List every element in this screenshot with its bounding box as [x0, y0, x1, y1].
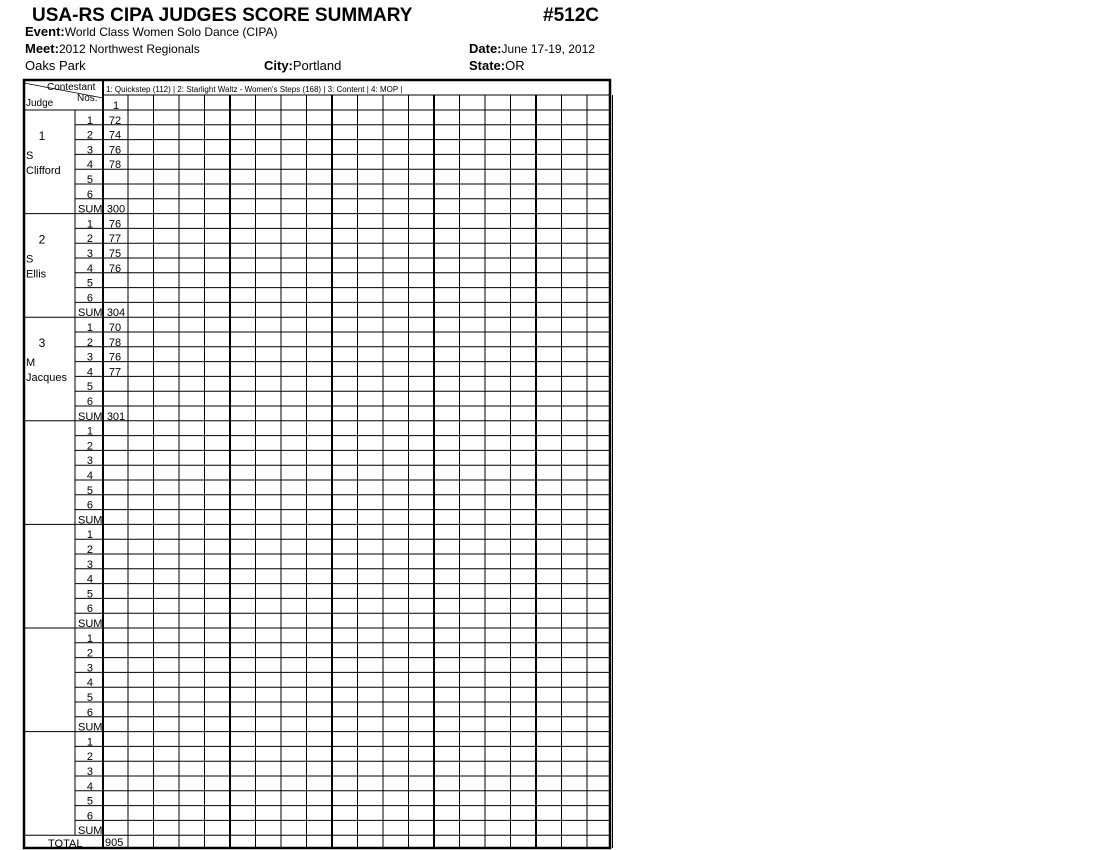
row-label: 1 [86, 736, 93, 749]
judge-number: 3 [38, 336, 46, 351]
judge-number: 1 [38, 129, 46, 143]
sum-label: SUM [78, 825, 103, 838]
score-value: 77 [108, 233, 122, 246]
events-caption: 1: Quickstep (112) | 2: Starlight Waltz - Women's Steps (168) | 3: Content | 4: MOP | [106, 85, 403, 94]
meet-value: 2012 Northwest Regionals [58, 42, 200, 56]
score-value: 72 [108, 114, 122, 127]
row-label: 2 [86, 751, 93, 764]
score-value: 77 [108, 366, 122, 379]
row-label: 2 [86, 544, 93, 556]
row-label: 5 [86, 484, 93, 497]
score-value: 78 [108, 159, 122, 172]
row-label: 3 [86, 248, 93, 260]
row-label: 3 [86, 351, 93, 364]
row-label: 5 [86, 692, 93, 704]
sum-label: SUM [78, 721, 103, 734]
row-label: 2 [86, 336, 93, 349]
row-label: 6 [86, 499, 93, 512]
row-label: 1 [86, 322, 93, 334]
city-label: City: [264, 58, 293, 73]
table-frame [24, 80, 610, 848]
sum-label: SUM [78, 203, 103, 216]
state-value: OR [505, 58, 525, 73]
date-value: June 17-19, 2012 [501, 42, 595, 56]
row-label: 4 [86, 159, 93, 172]
row-label: 1 [86, 218, 93, 231]
form-title: USA-RS CIPA JUDGES SCORE SUMMARY [32, 5, 413, 26]
judge-initial: S [26, 150, 34, 162]
row-label: 5 [86, 174, 93, 186]
meet-label: Meet: [25, 41, 59, 56]
date-label: Date: [469, 41, 502, 56]
row-label: 3 [86, 662, 93, 675]
row-label: 2 [86, 233, 93, 246]
row-label: 1 [86, 425, 93, 438]
score-value: 76 [108, 351, 122, 364]
corner-judge-label: Judge [26, 98, 54, 109]
row-label: 2 [86, 440, 93, 453]
row-label: 2 [86, 647, 93, 660]
score-value: 76 [108, 218, 122, 231]
sum-value: 301 [106, 410, 126, 423]
row-label: 6 [86, 188, 93, 201]
total-value: 905 [105, 837, 124, 849]
sum-label: SUM [78, 514, 103, 527]
corner-contestant-label: Contestant [47, 82, 96, 93]
sum-label: SUM [78, 410, 103, 423]
row-label: 6 [86, 603, 93, 616]
row-label: 6 [86, 706, 93, 719]
event-label: Event: [25, 24, 65, 39]
score-value: 78 [108, 336, 122, 349]
judge-last-name: Jacques [26, 372, 67, 385]
row-label: 1 [86, 114, 93, 127]
judge-initial: M [26, 357, 36, 370]
row-label: 3 [86, 766, 93, 778]
state-label: State: [469, 58, 506, 73]
sum-value: 300 [106, 203, 126, 216]
judge-initial: S [26, 253, 34, 266]
row-label: 6 [86, 292, 93, 305]
row-label: 5 [86, 795, 93, 808]
score-value: 70 [108, 322, 122, 334]
sum-label: SUM [78, 307, 103, 320]
row-label: 4 [86, 780, 93, 793]
row-label: 6 [86, 396, 93, 408]
row-label: 1 [86, 529, 93, 542]
sum-label: SUM [78, 618, 103, 630]
row-label: 2 [86, 129, 93, 142]
row-label: 6 [86, 810, 93, 823]
score-value: 75 [108, 248, 122, 260]
row-label: 3 [86, 455, 93, 468]
row-label: 5 [86, 588, 93, 601]
row-label: 3 [86, 144, 93, 157]
score-value: 76 [108, 144, 122, 157]
row-label: 4 [86, 470, 93, 482]
row-label: 3 [86, 558, 93, 571]
row-label: 4 [86, 262, 93, 275]
contestant-number: 1 [112, 100, 120, 112]
row-label: 4 [86, 573, 93, 586]
total-label: TOTAL [48, 838, 83, 850]
judge-last-name: Ellis [26, 268, 47, 281]
row-label: 5 [86, 381, 93, 394]
row-label: 4 [86, 366, 93, 379]
row-label: 5 [86, 277, 93, 290]
judge-number: 2 [38, 232, 46, 247]
row-label: 4 [86, 677, 93, 690]
corner-nos-label: Nos. [77, 93, 98, 104]
row-label: 1 [86, 632, 93, 645]
score-value: 74 [108, 129, 122, 142]
venue-value: Oaks Park [25, 58, 86, 73]
score-value: 76 [108, 262, 122, 275]
form-number: #512C [543, 5, 599, 26]
sum-value: 304 [106, 307, 126, 320]
city-value: Portland [292, 58, 342, 73]
judge-last-name: Clifford [26, 165, 61, 177]
event-value: World Class Women Solo Dance (CIPA) [64, 25, 278, 39]
